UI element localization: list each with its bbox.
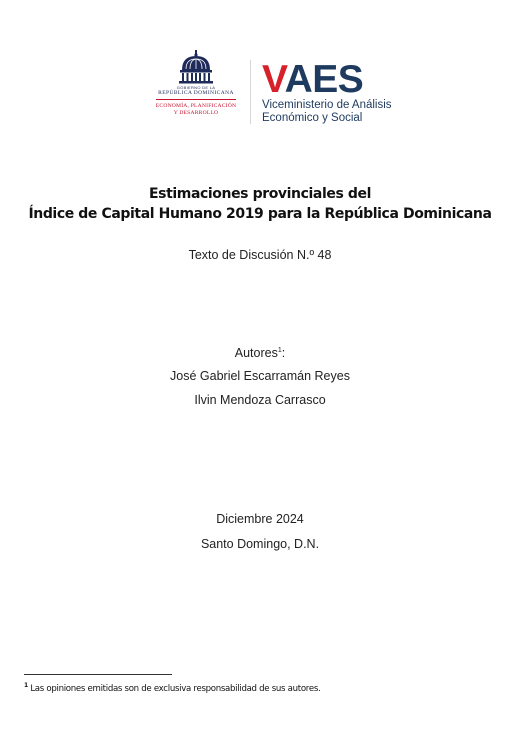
- vaes-wordmark: [262, 60, 392, 99]
- vaes-letter-v: V: [262, 58, 285, 101]
- gov-logo-line3: ECONOMÍA, PLANIFICACIÓN: [155, 103, 237, 109]
- gov-logo-line2: REPÚBLICA DOMINICANA: [158, 90, 234, 96]
- authors-label: [0, 346, 520, 360]
- footnote-rule: [24, 674, 172, 675]
- government-logo: [150, 50, 242, 117]
- author-name: Ilvin Mendoza Carrasco: [194, 393, 326, 407]
- document-title-line2: Índice de Capital Humano 2019 para la República Dominicana: [28, 206, 492, 222]
- authors-label-text: Autores: [234, 346, 278, 360]
- gov-logo-line4: Y DESARROLLO: [173, 110, 219, 116]
- vaes-line2: Económico y Social: [262, 112, 363, 124]
- vaes-letters-aes: AES: [284, 58, 364, 101]
- author-name: José Gabriel Escarramán Reyes: [170, 369, 350, 383]
- document-title-line1: Estimaciones provinciales del: [148, 186, 371, 202]
- gov-logo-rule: [156, 99, 236, 100]
- footnote-text: Las opiniones emitidas son de exclusiva responsabilidad de sus autores.: [30, 683, 321, 694]
- publication-place: Santo Domingo, D.N.: [200, 537, 320, 551]
- footnote: [24, 682, 320, 694]
- authors-footnote-mark: 1: [277, 346, 282, 354]
- vaes-line1: Viceministerio de Análisis: [262, 99, 392, 111]
- vaes-logo: [262, 60, 392, 125]
- publication-date: Diciembre 2024: [216, 512, 304, 526]
- gov-logo-line1: GOBIERNO DE LA: [176, 85, 216, 90]
- footnote-mark: 1: [24, 682, 28, 689]
- authors-label-suffix: :: [281, 346, 286, 360]
- logo-divider: [250, 60, 251, 124]
- national-palace-dome-icon: [176, 50, 216, 84]
- document-subtitle: Texto de Discusión N.º 48: [188, 248, 332, 262]
